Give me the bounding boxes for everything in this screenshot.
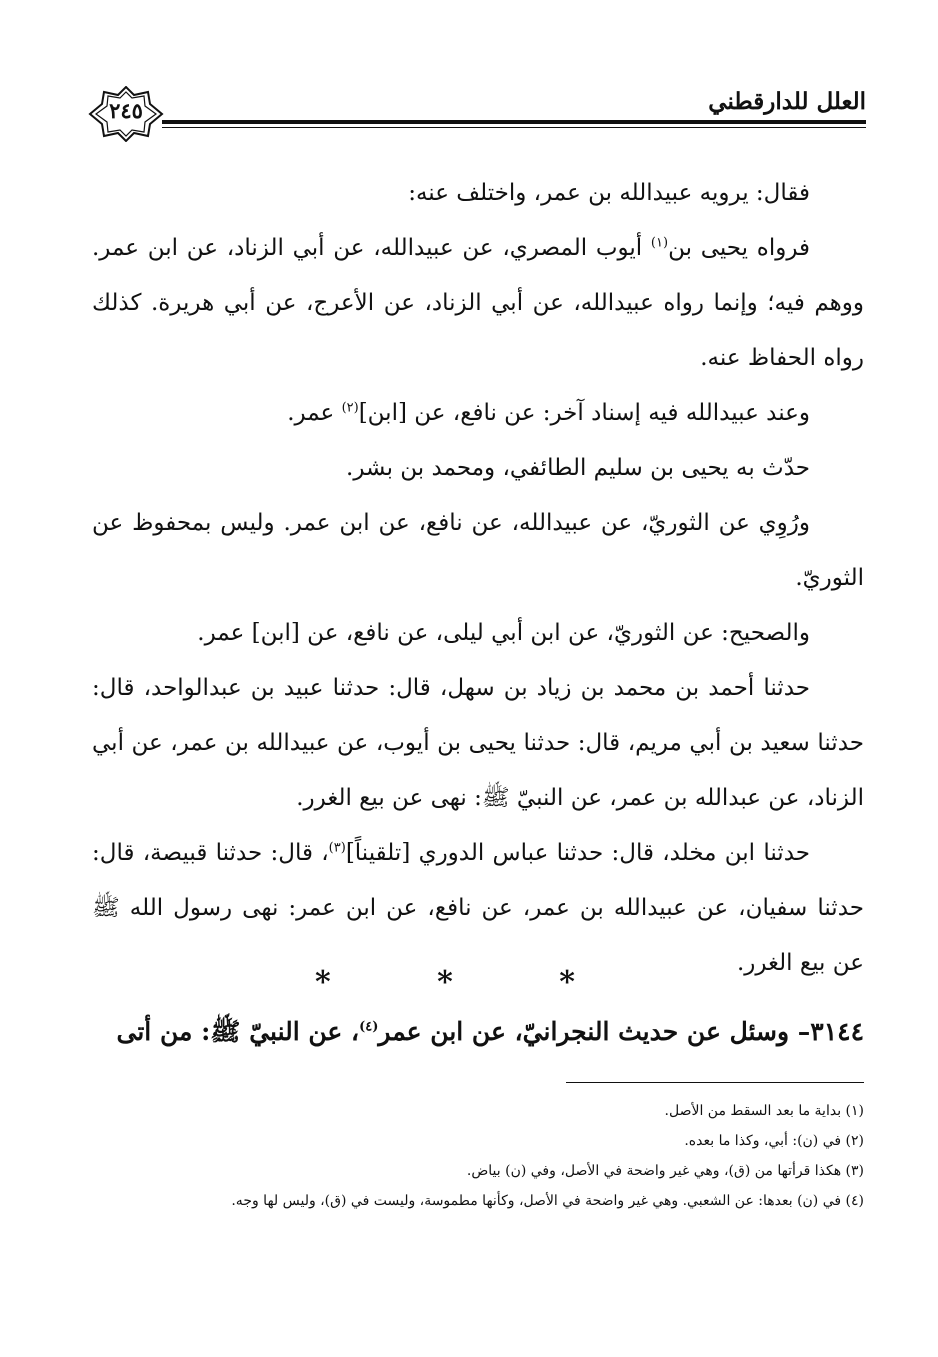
footnote-ref: (٢) [341, 400, 359, 416]
page-header [88, 86, 866, 142]
paragraph: ورُوِي عن الثوريّ، عن عبيدالله، عن نافع، عن ابن عمر. وليس بمحفوظ عن الثوريّ. [92, 510, 864, 591]
heading-text: ، عن النبيّ ﷺ: من أتى [116, 1017, 360, 1046]
footnote: (٤) في (ن) بعدها: عن الشعبي. وهي غير واضحة في الأصل، وكأنها مطموسة، وليست في (ق)، وليس لها وجه. [231, 1193, 864, 1209]
text-run: عمر. [287, 400, 335, 426]
footnote: (٢) في (ن): أبي، وكذا ما بعده. [684, 1133, 864, 1149]
paragraph: والصحيح: عن الثوريّ، عن ابن أبي ليلى، عن نافع، عن [ابن] عمر. [197, 620, 810, 646]
paragraph [92, 221, 864, 386]
page-number: ٢٤٥ [109, 98, 143, 123]
footnote-divider [566, 1082, 864, 1083]
paragraph [92, 386, 864, 441]
text-run: ، قال: حدثنا قبيصة، قال: حدثنا سفيان، عن عبيدالله بن عمر، عن نافع، عن ابن عمر: نهى رسول الله ﷺ عن بيع الغرر. [92, 840, 864, 976]
heading-text: – وسئل عن حديث النجرانيّ، عن ابن عمر [378, 1017, 811, 1046]
section-separator: * * * [315, 965, 623, 1000]
page-number-badge [88, 86, 164, 142]
header-rule [162, 120, 866, 124]
main-text [92, 166, 864, 991]
footnote-ref: (٣) [328, 840, 346, 856]
running-title: العلل للدارقطني [708, 88, 866, 115]
paragraph: حدّث به يحيى بن سليم الطائفي، ومحمد بن بشر. [346, 455, 810, 481]
header-rule-thin [162, 127, 866, 128]
footnotes [92, 1096, 864, 1216]
text-run: حدثنا ابن مخلد، قال: حدثنا عباس الدوري [تلقيناً] [345, 840, 810, 866]
footnote: (٣) هكذا قرأتها من (ق)، وهي غير واضحة في الأصل، وفي (ن) بياض. [466, 1163, 864, 1179]
text-run: فرواه يحيى بن [668, 235, 811, 261]
footnote-ref: (١) [650, 235, 669, 251]
entry-heading [92, 1016, 864, 1053]
footnote-ref: (٤) [359, 1019, 379, 1035]
text-run: وعند عبيدالله فيه إسناد آخر: عن نافع، عن [ابن] [358, 400, 810, 426]
footnote: (١) بداية ما بعد السقط من الأصل. [664, 1103, 864, 1119]
paragraph: حدثنا أحمد بن محمد بن زياد بن سهل، قال: حدثنا عبيد بن عبدالواحد، قال: حدثنا سعيد بن أبي مريم، قال: حدثنا يحيى بن أيوب، عن عبيدالله بن عمر، عن أبي الزناد، عن عبدالله بن عمر، عن النبيّ ﷺ: نهى عن بيع الغرر. [92, 675, 864, 811]
entry-number: ٣١٤٤ [810, 1017, 864, 1046]
paragraph: فقال: يرويه عبيدالله بن عمر، واختلف عنه: [408, 180, 810, 206]
text-run: أيوب المصري، عن عبيدالله، عن أبي الزناد، عن ابن عمر. ووهم فيه؛ وإنما رواه عبيدالله، عن أبي الزناد، عن الأعرج، عن أبي هريرة. كذلك رواه الحفاظ عنه. [92, 235, 864, 371]
